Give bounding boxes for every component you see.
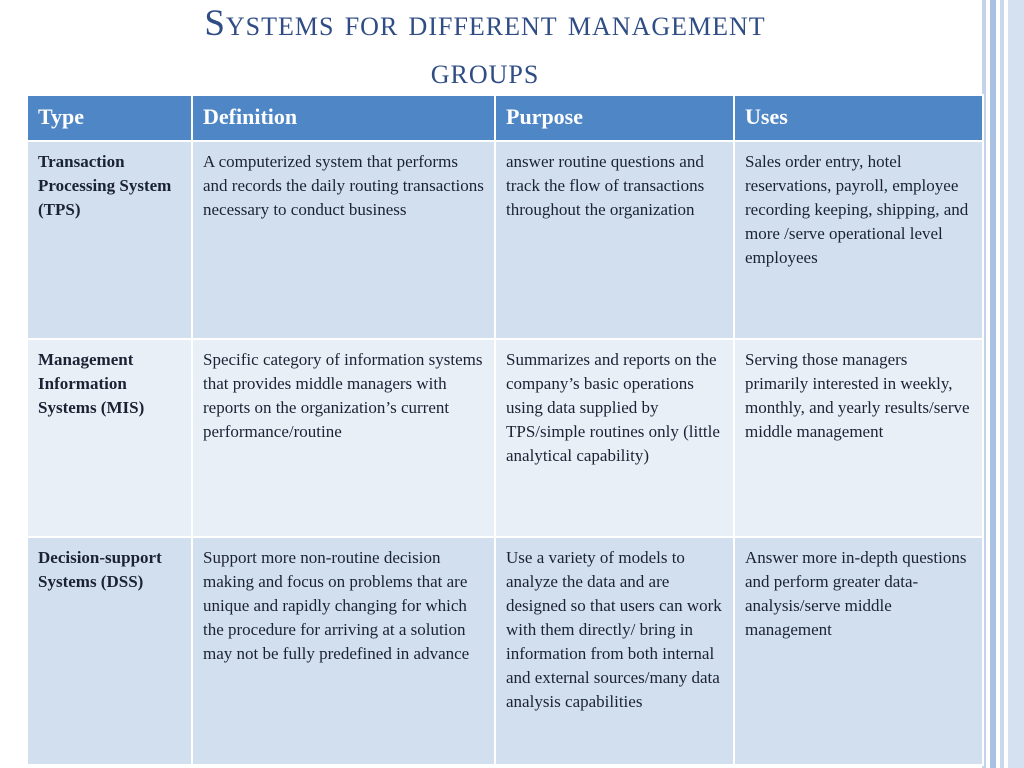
slide-title-line-1: Systems for different management: [204, 3, 766, 44]
cell-purpose: Summarizes and reports on the company’s basic operations using data supplied by TPS/simple routines only (little analytical capability): [495, 339, 734, 537]
cell-uses: Serving those managers primarily interested in weekly, monthly, and yearly results/serve middle management: [734, 339, 983, 537]
table-header-row: [27, 95, 983, 141]
cell-uses: Sales order entry, hotel reservations, payroll, employee recording keeping, shipping, and more /serve operational level employees: [734, 141, 983, 339]
table-row-tps: [27, 141, 983, 339]
systems-table: [26, 94, 984, 766]
cell-purpose: Use a variety of models to analyze the data and are designed so that users can work with them directly/ bring in information from both internal and external sources/many data analysis capabilities: [495, 537, 734, 765]
slide-title: [30, 0, 940, 96]
header-purpose: Purpose: [495, 95, 734, 141]
side-bar-4: [1008, 0, 1024, 768]
cell-type: Decision-support Systems (DSS): [27, 537, 192, 765]
decorative-side-bars: [982, 0, 1024, 768]
cell-uses: Answer more in-depth questions and perform greater data-analysis/serve middle management: [734, 537, 983, 765]
table-row-dss: [27, 537, 983, 765]
side-bar-2: [990, 0, 996, 768]
table-row-mis: [27, 339, 983, 537]
cell-type: Transaction Processing System (TPS): [27, 141, 192, 339]
cell-purpose: answer routine questions and track the flow of transactions throughout the organization: [495, 141, 734, 339]
header-type: Type: [27, 95, 192, 141]
side-bar-3: [1000, 0, 1004, 768]
header-uses: Uses: [734, 95, 983, 141]
cell-type: Management Information Systems (MIS): [27, 339, 192, 537]
slide-title-line-2: groups: [430, 51, 540, 92]
cell-definition: A computerized system that performs and records the daily routing transactions necessary to conduct business: [192, 141, 495, 339]
cell-definition: Support more non-routine decision making and focus on problems that are unique and rapidly changing for which the procedure for arriving at a solution may not be fully predefined in advance: [192, 537, 495, 765]
header-definition: Definition: [192, 95, 495, 141]
cell-definition: Specific category of information systems that provides middle managers with reports on the organization’s current performance/routine: [192, 339, 495, 537]
